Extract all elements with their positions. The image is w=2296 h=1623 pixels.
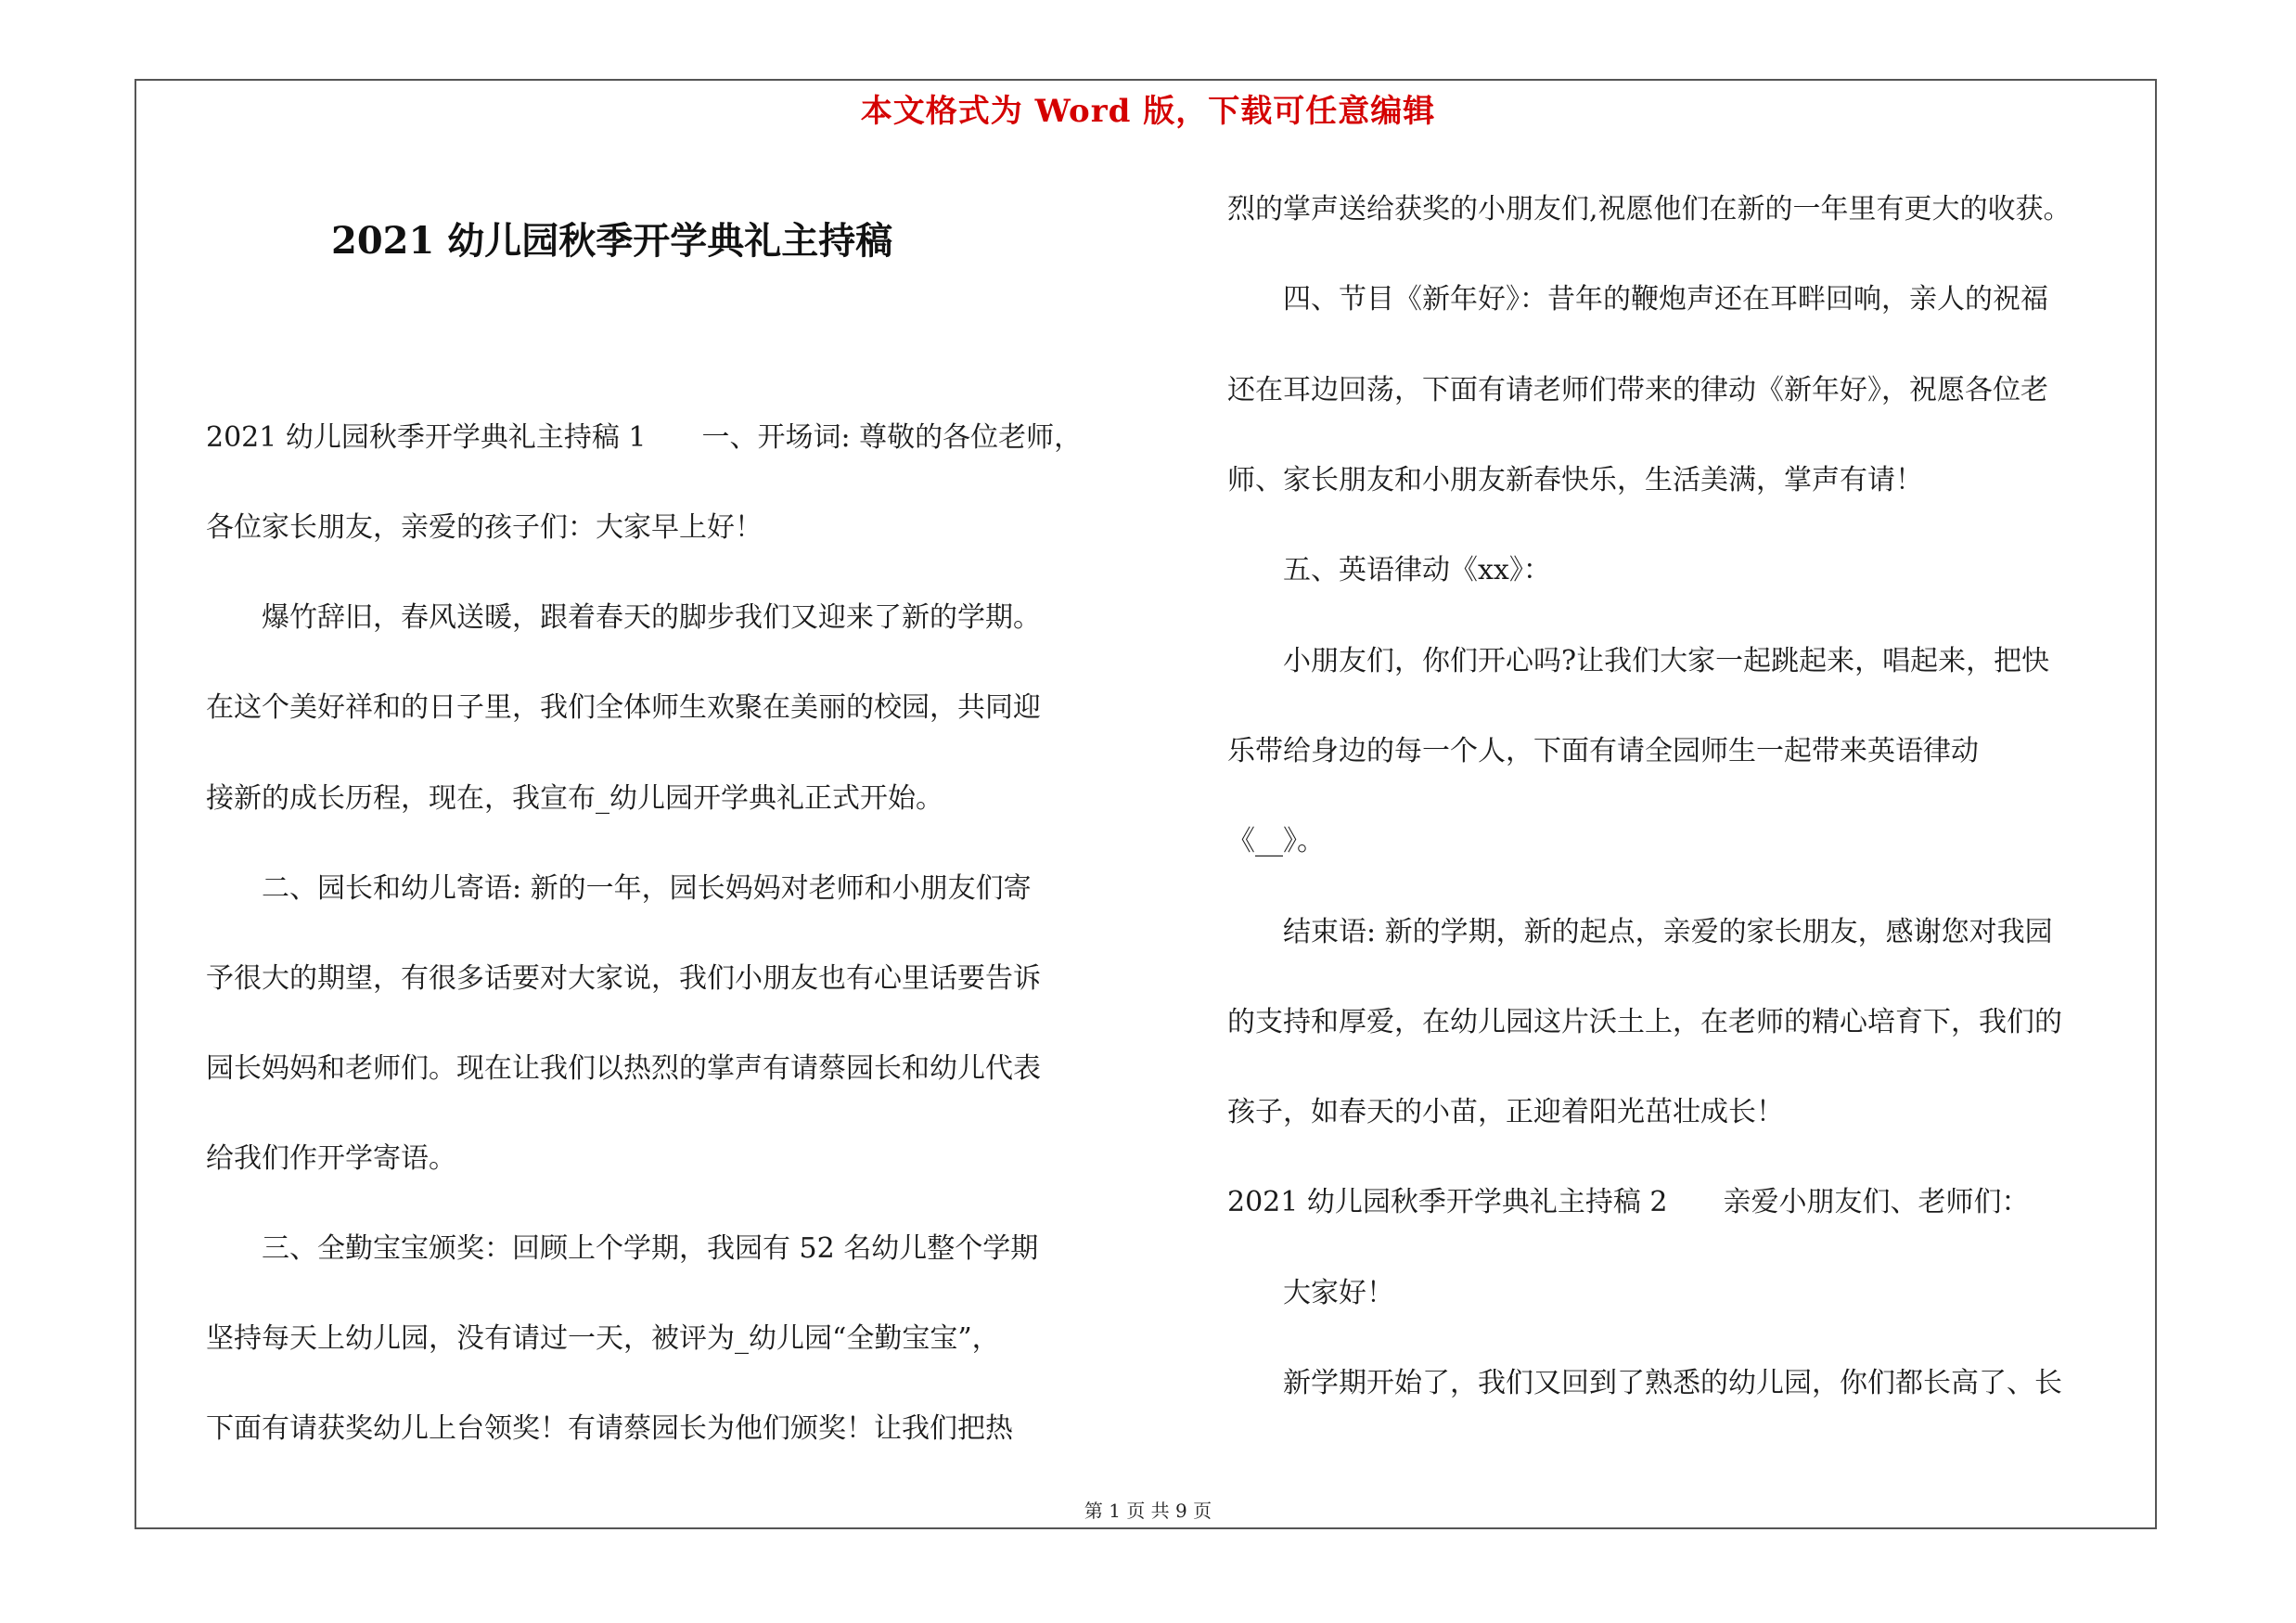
left-line: 园长妈妈和老师们。现在让我们以热烈的掌声有请蔡园长和幼儿代表 (206, 1052, 1041, 1085)
right-line: 2021 幼儿园秋季开学典礼主持稿 2 亲爱小朋友们、老师们： (1227, 1186, 2030, 1218)
right-line: 新学期开始了，我们又回到了熟悉的幼儿园，你们都长高了、长 (1227, 1367, 2062, 1399)
right-line: 师、家长朋友和小朋友新春快乐，生活美满，掌声有请！ (1227, 464, 1923, 496)
left-line: 在这个美好祥和的日子里，我们全体师生欢聚在美丽的校园，共同迎 (206, 691, 1041, 724)
right-line: 四、节目《新年好》：昔年的鞭炮声还在耳畔回响，亲人的祝福 (1227, 283, 2048, 316)
right-line: 乐带给身边的每一个人，下面有请全园师生一起带来英语律动 (1227, 735, 1979, 767)
left-line: 下面有请获奖幼儿上台领奖！有请蔡园长为他们颁奖！让我们把热 (206, 1412, 1013, 1445)
left-line: 接新的成长历程，现在，我宣布_幼儿园开学典礼正式开始。 (206, 782, 943, 815)
right-line: 孩子，如春天的小苗，正迎着阳光茁壮成长！ (1227, 1096, 1784, 1128)
right-line: 结束语: 新的学期，新的起点，亲爱的家长朋友，感谢您对我园 (1227, 916, 2053, 948)
left-line: 予很大的期望，有很多话要对大家说，我们小朋友也有心里话要告诉 (206, 962, 1041, 995)
right-line: 大家好！ (1227, 1277, 1394, 1309)
left-line: 二、园长和幼儿寄语: 新的一年，园长妈妈对老师和小朋友们寄 (206, 872, 1032, 905)
left-line: 三、全勤宝宝颁奖：回顾上个学期，我园有 52 名幼儿整个学期 (206, 1232, 1039, 1265)
left-line: 各位家长朋友，亲爱的孩子们：大家早上好！ (206, 511, 763, 544)
left-line: 给我们作开学寄语。 (206, 1142, 456, 1175)
right-line: 五、英语律动《xx》： (1227, 554, 1551, 586)
left-line: 爆竹辞旧，春风送暖，跟着春天的脚步我们又迎来了新的学期。 (206, 601, 1041, 634)
document-title: 2021 幼儿园秋季开学典礼主持稿 (331, 219, 893, 263)
right-line: 《__》。 (1227, 825, 1325, 857)
right-line: 的支持和厚爱，在幼儿园这片沃土上，在老师的精心培育下，我们的 (1227, 1006, 2062, 1038)
page-footer: 第 1 页 共 9 页 (1084, 1500, 1212, 1522)
format-banner: 本文格式为 Word 版，下载可任意编辑 (860, 93, 1436, 130)
left-line: 2021 幼儿园秋季开学典礼主持稿 1 一、开场词: 尊敬的各位老师， (206, 421, 1083, 454)
right-line: 还在耳边回荡，下面有请老师们带来的律动《新年好》，祝愿各位老 (1227, 374, 2048, 406)
right-line: 烈的掌声送给获奖的小朋友们,祝愿他们在新的一年里有更大的收获。 (1227, 193, 2072, 225)
left-line: 坚持每天上幼儿园，没有请过一天，被评为_幼儿园“全勤宝宝”， (206, 1322, 1000, 1355)
right-line: 小朋友们，你们开心吗?让我们大家一起跳起来，唱起来，把快 (1227, 645, 2050, 677)
